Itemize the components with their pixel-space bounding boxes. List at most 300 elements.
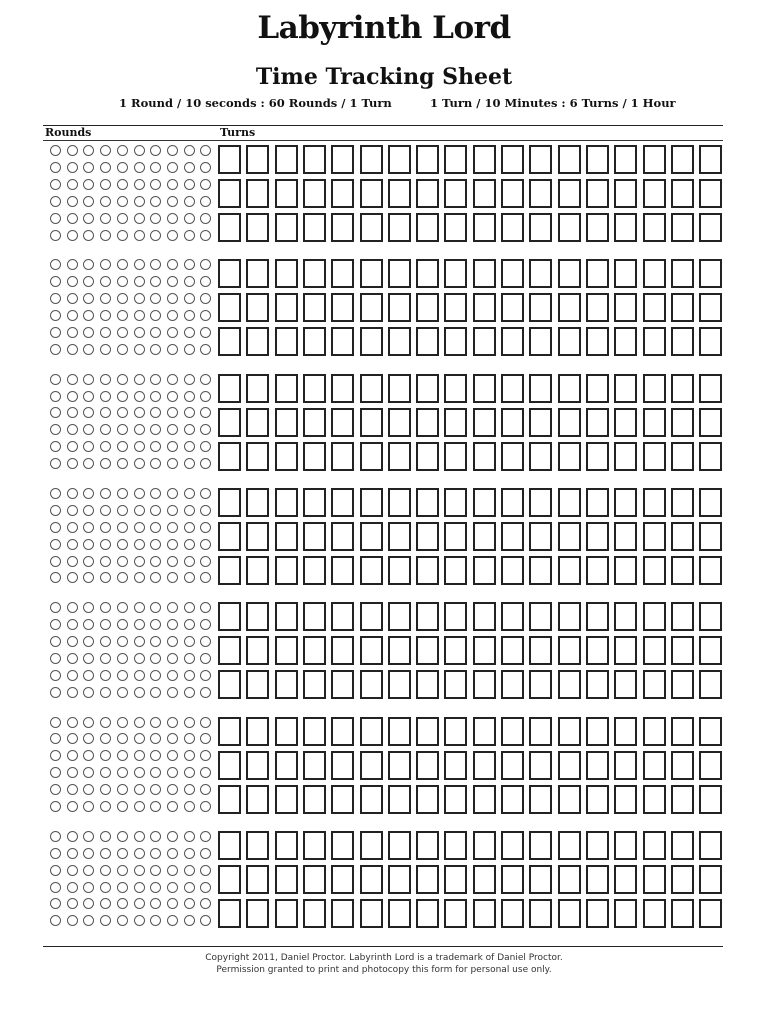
- turn-checkbox[interactable]: [501, 408, 524, 437]
- turn-checkbox[interactable]: [416, 179, 439, 208]
- round-checkbox[interactable]: [134, 344, 145, 355]
- turn-checkbox[interactable]: [246, 556, 269, 585]
- round-checkbox[interactable]: [167, 522, 178, 533]
- round-checkbox[interactable]: [67, 374, 78, 385]
- round-checkbox[interactable]: [167, 162, 178, 173]
- round-checkbox[interactable]: [50, 898, 61, 909]
- round-checkbox[interactable]: [100, 572, 111, 583]
- turn-checkbox[interactable]: [501, 179, 524, 208]
- round-checkbox[interactable]: [83, 733, 94, 744]
- round-checkbox[interactable]: [150, 488, 161, 499]
- round-checkbox[interactable]: [117, 767, 128, 778]
- round-checkbox[interactable]: [117, 636, 128, 647]
- round-checkbox[interactable]: [200, 276, 211, 287]
- round-checkbox[interactable]: [150, 848, 161, 859]
- round-checkbox[interactable]: [67, 784, 78, 795]
- round-checkbox[interactable]: [184, 276, 195, 287]
- turn-checkbox[interactable]: [671, 213, 694, 242]
- turn-checkbox[interactable]: [331, 488, 354, 517]
- round-checkbox[interactable]: [134, 374, 145, 385]
- turn-checkbox[interactable]: [275, 179, 298, 208]
- round-checkbox[interactable]: [83, 213, 94, 224]
- round-checkbox[interactable]: [200, 733, 211, 744]
- round-checkbox[interactable]: [150, 750, 161, 761]
- turn-checkbox[interactable]: [275, 831, 298, 860]
- round-checkbox[interactable]: [117, 230, 128, 241]
- round-checkbox[interactable]: [150, 539, 161, 550]
- round-checkbox[interactable]: [184, 670, 195, 681]
- turn-checkbox[interactable]: [331, 259, 354, 288]
- round-checkbox[interactable]: [167, 310, 178, 321]
- round-checkbox[interactable]: [50, 865, 61, 876]
- round-checkbox[interactable]: [167, 344, 178, 355]
- turn-checkbox[interactable]: [218, 374, 241, 403]
- round-checkbox[interactable]: [184, 458, 195, 469]
- turn-checkbox[interactable]: [501, 374, 524, 403]
- turn-checkbox[interactable]: [501, 636, 524, 665]
- round-checkbox[interactable]: [117, 784, 128, 795]
- turn-checkbox[interactable]: [444, 327, 467, 356]
- turn-checkbox[interactable]: [416, 636, 439, 665]
- turn-checkbox[interactable]: [699, 442, 722, 471]
- round-checkbox[interactable]: [83, 310, 94, 321]
- round-checkbox[interactable]: [150, 619, 161, 630]
- round-checkbox[interactable]: [117, 293, 128, 304]
- round-checkbox[interactable]: [134, 407, 145, 418]
- turn-checkbox[interactable]: [360, 179, 383, 208]
- turn-checkbox[interactable]: [416, 213, 439, 242]
- turn-checkbox[interactable]: [331, 374, 354, 403]
- turn-checkbox[interactable]: [416, 374, 439, 403]
- round-checkbox[interactable]: [117, 179, 128, 190]
- turn-checkbox[interactable]: [614, 602, 637, 631]
- round-checkbox[interactable]: [200, 407, 211, 418]
- round-checkbox[interactable]: [117, 572, 128, 583]
- round-checkbox[interactable]: [200, 670, 211, 681]
- round-checkbox[interactable]: [117, 848, 128, 859]
- turn-checkbox[interactable]: [614, 179, 637, 208]
- round-checkbox[interactable]: [117, 327, 128, 338]
- turn-checkbox[interactable]: [331, 408, 354, 437]
- turn-checkbox[interactable]: [388, 751, 411, 780]
- round-checkbox[interactable]: [83, 801, 94, 812]
- round-checkbox[interactable]: [67, 619, 78, 630]
- round-checkbox[interactable]: [67, 733, 78, 744]
- turn-checkbox[interactable]: [473, 865, 496, 894]
- round-checkbox[interactable]: [50, 801, 61, 812]
- turn-checkbox[interactable]: [360, 751, 383, 780]
- turn-checkbox[interactable]: [529, 442, 552, 471]
- round-checkbox[interactable]: [100, 801, 111, 812]
- round-checkbox[interactable]: [100, 145, 111, 156]
- turn-checkbox[interactable]: [614, 145, 637, 174]
- turn-checkbox[interactable]: [275, 865, 298, 894]
- turn-checkbox[interactable]: [331, 179, 354, 208]
- round-checkbox[interactable]: [167, 801, 178, 812]
- round-checkbox[interactable]: [184, 750, 195, 761]
- turn-checkbox[interactable]: [218, 213, 241, 242]
- round-checkbox[interactable]: [83, 145, 94, 156]
- turn-checkbox[interactable]: [275, 602, 298, 631]
- round-checkbox[interactable]: [200, 310, 211, 321]
- round-checkbox[interactable]: [50, 767, 61, 778]
- turn-checkbox[interactable]: [699, 865, 722, 894]
- turn-checkbox[interactable]: [303, 522, 326, 551]
- turn-checkbox[interactable]: [444, 785, 467, 814]
- round-checkbox[interactable]: [83, 556, 94, 567]
- turn-checkbox[interactable]: [303, 785, 326, 814]
- turn-checkbox[interactable]: [643, 442, 666, 471]
- turn-checkbox[interactable]: [303, 636, 326, 665]
- round-checkbox[interactable]: [50, 619, 61, 630]
- round-checkbox[interactable]: [100, 213, 111, 224]
- turn-checkbox[interactable]: [331, 145, 354, 174]
- turn-checkbox[interactable]: [218, 717, 241, 746]
- round-checkbox[interactable]: [184, 179, 195, 190]
- round-checkbox[interactable]: [200, 801, 211, 812]
- round-checkbox[interactable]: [117, 882, 128, 893]
- turn-checkbox[interactable]: [671, 145, 694, 174]
- round-checkbox[interactable]: [117, 522, 128, 533]
- turn-checkbox[interactable]: [473, 442, 496, 471]
- round-checkbox[interactable]: [150, 653, 161, 664]
- turn-checkbox[interactable]: [246, 374, 269, 403]
- round-checkbox[interactable]: [50, 424, 61, 435]
- round-checkbox[interactable]: [184, 327, 195, 338]
- round-checkbox[interactable]: [134, 488, 145, 499]
- turn-checkbox[interactable]: [473, 408, 496, 437]
- turn-checkbox[interactable]: [529, 145, 552, 174]
- turn-checkbox[interactable]: [444, 602, 467, 631]
- round-checkbox[interactable]: [67, 293, 78, 304]
- turn-checkbox[interactable]: [246, 899, 269, 928]
- turn-checkbox[interactable]: [275, 442, 298, 471]
- round-checkbox[interactable]: [200, 424, 211, 435]
- turn-checkbox[interactable]: [331, 213, 354, 242]
- turn-checkbox[interactable]: [558, 785, 581, 814]
- round-checkbox[interactable]: [117, 391, 128, 402]
- round-checkbox[interactable]: [200, 344, 211, 355]
- round-checkbox[interactable]: [100, 687, 111, 698]
- round-checkbox[interactable]: [167, 619, 178, 630]
- turn-checkbox[interactable]: [671, 636, 694, 665]
- round-checkbox[interactable]: [67, 602, 78, 613]
- round-checkbox[interactable]: [100, 391, 111, 402]
- turn-checkbox[interactable]: [416, 785, 439, 814]
- round-checkbox[interactable]: [167, 670, 178, 681]
- turn-checkbox[interactable]: [388, 293, 411, 322]
- round-checkbox[interactable]: [134, 522, 145, 533]
- turn-checkbox[interactable]: [275, 751, 298, 780]
- round-checkbox[interactable]: [167, 424, 178, 435]
- turn-checkbox[interactable]: [473, 213, 496, 242]
- round-checkbox[interactable]: [150, 602, 161, 613]
- round-checkbox[interactable]: [117, 162, 128, 173]
- turn-checkbox[interactable]: [586, 374, 609, 403]
- round-checkbox[interactable]: [117, 733, 128, 744]
- round-checkbox[interactable]: [134, 505, 145, 516]
- turn-checkbox[interactable]: [586, 899, 609, 928]
- round-checkbox[interactable]: [50, 310, 61, 321]
- round-checkbox[interactable]: [67, 572, 78, 583]
- turn-checkbox[interactable]: [218, 865, 241, 894]
- turn-checkbox[interactable]: [360, 785, 383, 814]
- turn-checkbox[interactable]: [388, 442, 411, 471]
- round-checkbox[interactable]: [100, 424, 111, 435]
- round-checkbox[interactable]: [100, 750, 111, 761]
- turn-checkbox[interactable]: [331, 717, 354, 746]
- turn-checkbox[interactable]: [246, 145, 269, 174]
- round-checkbox[interactable]: [100, 230, 111, 241]
- round-checkbox[interactable]: [184, 556, 195, 567]
- turn-checkbox[interactable]: [501, 865, 524, 894]
- turn-checkbox[interactable]: [643, 488, 666, 517]
- round-checkbox[interactable]: [167, 653, 178, 664]
- turn-checkbox[interactable]: [699, 293, 722, 322]
- round-checkbox[interactable]: [67, 213, 78, 224]
- turn-checkbox[interactable]: [388, 556, 411, 585]
- turn-checkbox[interactable]: [558, 259, 581, 288]
- round-checkbox[interactable]: [100, 344, 111, 355]
- round-checkbox[interactable]: [200, 539, 211, 550]
- turn-checkbox[interactable]: [444, 556, 467, 585]
- round-checkbox[interactable]: [200, 619, 211, 630]
- round-checkbox[interactable]: [83, 196, 94, 207]
- turn-checkbox[interactable]: [501, 831, 524, 860]
- round-checkbox[interactable]: [200, 213, 211, 224]
- round-checkbox[interactable]: [50, 441, 61, 452]
- turn-checkbox[interactable]: [614, 522, 637, 551]
- turn-checkbox[interactable]: [360, 831, 383, 860]
- round-checkbox[interactable]: [200, 572, 211, 583]
- turn-checkbox[interactable]: [614, 259, 637, 288]
- turn-checkbox[interactable]: [473, 293, 496, 322]
- round-checkbox[interactable]: [200, 327, 211, 338]
- round-checkbox[interactable]: [184, 196, 195, 207]
- turn-checkbox[interactable]: [360, 717, 383, 746]
- round-checkbox[interactable]: [67, 539, 78, 550]
- round-checkbox[interactable]: [83, 424, 94, 435]
- round-checkbox[interactable]: [83, 522, 94, 533]
- turn-checkbox[interactable]: [331, 636, 354, 665]
- round-checkbox[interactable]: [67, 327, 78, 338]
- round-checkbox[interactable]: [117, 213, 128, 224]
- turn-checkbox[interactable]: [529, 259, 552, 288]
- turn-checkbox[interactable]: [218, 556, 241, 585]
- round-checkbox[interactable]: [50, 145, 61, 156]
- round-checkbox[interactable]: [67, 441, 78, 452]
- round-checkbox[interactable]: [117, 344, 128, 355]
- turn-checkbox[interactable]: [416, 442, 439, 471]
- round-checkbox[interactable]: [134, 310, 145, 321]
- round-checkbox[interactable]: [150, 801, 161, 812]
- round-checkbox[interactable]: [83, 750, 94, 761]
- turn-checkbox[interactable]: [473, 831, 496, 860]
- turn-checkbox[interactable]: [246, 785, 269, 814]
- turn-checkbox[interactable]: [586, 327, 609, 356]
- turn-checkbox[interactable]: [246, 670, 269, 699]
- turn-checkbox[interactable]: [699, 785, 722, 814]
- turn-checkbox[interactable]: [473, 522, 496, 551]
- round-checkbox[interactable]: [50, 327, 61, 338]
- turn-checkbox[interactable]: [444, 213, 467, 242]
- round-checkbox[interactable]: [167, 441, 178, 452]
- turn-checkbox[interactable]: [360, 602, 383, 631]
- turn-checkbox[interactable]: [303, 374, 326, 403]
- round-checkbox[interactable]: [83, 687, 94, 698]
- turn-checkbox[interactable]: [360, 556, 383, 585]
- turn-checkbox[interactable]: [218, 522, 241, 551]
- turn-checkbox[interactable]: [360, 327, 383, 356]
- round-checkbox[interactable]: [50, 717, 61, 728]
- turn-checkbox[interactable]: [444, 831, 467, 860]
- round-checkbox[interactable]: [167, 733, 178, 744]
- turn-checkbox[interactable]: [416, 145, 439, 174]
- round-checkbox[interactable]: [83, 848, 94, 859]
- round-checkbox[interactable]: [100, 196, 111, 207]
- round-checkbox[interactable]: [50, 831, 61, 842]
- turn-checkbox[interactable]: [275, 327, 298, 356]
- round-checkbox[interactable]: [117, 276, 128, 287]
- turn-checkbox[interactable]: [586, 865, 609, 894]
- turn-checkbox[interactable]: [388, 717, 411, 746]
- turn-checkbox[interactable]: [501, 785, 524, 814]
- turn-checkbox[interactable]: [643, 327, 666, 356]
- turn-checkbox[interactable]: [444, 442, 467, 471]
- round-checkbox[interactable]: [83, 653, 94, 664]
- round-checkbox[interactable]: [134, 687, 145, 698]
- turn-checkbox[interactable]: [444, 374, 467, 403]
- round-checkbox[interactable]: [100, 458, 111, 469]
- round-checkbox[interactable]: [100, 767, 111, 778]
- turn-checkbox[interactable]: [360, 670, 383, 699]
- turn-checkbox[interactable]: [388, 374, 411, 403]
- turn-checkbox[interactable]: [416, 670, 439, 699]
- round-checkbox[interactable]: [184, 505, 195, 516]
- turn-checkbox[interactable]: [586, 408, 609, 437]
- round-checkbox[interactable]: [134, 293, 145, 304]
- round-checkbox[interactable]: [117, 145, 128, 156]
- turn-checkbox[interactable]: [501, 670, 524, 699]
- turn-checkbox[interactable]: [699, 522, 722, 551]
- round-checkbox[interactable]: [184, 310, 195, 321]
- round-checkbox[interactable]: [67, 653, 78, 664]
- round-checkbox[interactable]: [150, 670, 161, 681]
- round-checkbox[interactable]: [200, 179, 211, 190]
- round-checkbox[interactable]: [200, 162, 211, 173]
- round-checkbox[interactable]: [83, 767, 94, 778]
- round-checkbox[interactable]: [167, 784, 178, 795]
- turn-checkbox[interactable]: [501, 488, 524, 517]
- round-checkbox[interactable]: [150, 556, 161, 567]
- round-checkbox[interactable]: [167, 259, 178, 270]
- turn-checkbox[interactable]: [671, 899, 694, 928]
- turn-checkbox[interactable]: [416, 717, 439, 746]
- round-checkbox[interactable]: [50, 407, 61, 418]
- round-checkbox[interactable]: [200, 259, 211, 270]
- round-checkbox[interactable]: [117, 898, 128, 909]
- turn-checkbox[interactable]: [275, 670, 298, 699]
- round-checkbox[interactable]: [184, 344, 195, 355]
- turn-checkbox[interactable]: [246, 442, 269, 471]
- round-checkbox[interactable]: [67, 259, 78, 270]
- turn-checkbox[interactable]: [360, 408, 383, 437]
- round-checkbox[interactable]: [134, 767, 145, 778]
- round-checkbox[interactable]: [150, 733, 161, 744]
- round-checkbox[interactable]: [184, 441, 195, 452]
- turn-checkbox[interactable]: [529, 327, 552, 356]
- round-checkbox[interactable]: [117, 196, 128, 207]
- round-checkbox[interactable]: [100, 636, 111, 647]
- round-checkbox[interactable]: [83, 344, 94, 355]
- round-checkbox[interactable]: [50, 784, 61, 795]
- turn-checkbox[interactable]: [246, 259, 269, 288]
- round-checkbox[interactable]: [184, 424, 195, 435]
- turn-checkbox[interactable]: [671, 179, 694, 208]
- round-checkbox[interactable]: [150, 259, 161, 270]
- turn-checkbox[interactable]: [360, 145, 383, 174]
- turn-checkbox[interactable]: [501, 442, 524, 471]
- turn-checkbox[interactable]: [331, 785, 354, 814]
- round-checkbox[interactable]: [200, 915, 211, 926]
- round-checkbox[interactable]: [200, 898, 211, 909]
- turn-checkbox[interactable]: [614, 717, 637, 746]
- turn-checkbox[interactable]: [671, 602, 694, 631]
- round-checkbox[interactable]: [117, 670, 128, 681]
- round-checkbox[interactable]: [100, 784, 111, 795]
- turn-checkbox[interactable]: [303, 293, 326, 322]
- turn-checkbox[interactable]: [275, 213, 298, 242]
- round-checkbox[interactable]: [83, 717, 94, 728]
- turn-checkbox[interactable]: [331, 522, 354, 551]
- turn-checkbox[interactable]: [614, 327, 637, 356]
- round-checkbox[interactable]: [150, 441, 161, 452]
- round-checkbox[interactable]: [100, 374, 111, 385]
- round-checkbox[interactable]: [150, 276, 161, 287]
- round-checkbox[interactable]: [117, 310, 128, 321]
- round-checkbox[interactable]: [117, 458, 128, 469]
- turn-checkbox[interactable]: [416, 831, 439, 860]
- round-checkbox[interactable]: [67, 424, 78, 435]
- turn-checkbox[interactable]: [218, 602, 241, 631]
- round-checkbox[interactable]: [67, 767, 78, 778]
- turn-checkbox[interactable]: [360, 374, 383, 403]
- turn-checkbox[interactable]: [246, 213, 269, 242]
- round-checkbox[interactable]: [50, 458, 61, 469]
- round-checkbox[interactable]: [83, 293, 94, 304]
- round-checkbox[interactable]: [100, 179, 111, 190]
- turn-checkbox[interactable]: [699, 899, 722, 928]
- turn-checkbox[interactable]: [218, 259, 241, 288]
- round-checkbox[interactable]: [83, 179, 94, 190]
- turn-checkbox[interactable]: [614, 293, 637, 322]
- round-checkbox[interactable]: [150, 522, 161, 533]
- turn-checkbox[interactable]: [643, 522, 666, 551]
- turn-checkbox[interactable]: [501, 751, 524, 780]
- round-checkbox[interactable]: [83, 670, 94, 681]
- round-checkbox[interactable]: [83, 572, 94, 583]
- round-checkbox[interactable]: [150, 407, 161, 418]
- round-checkbox[interactable]: [184, 213, 195, 224]
- turn-checkbox[interactable]: [444, 408, 467, 437]
- turn-checkbox[interactable]: [699, 831, 722, 860]
- round-checkbox[interactable]: [67, 898, 78, 909]
- turn-checkbox[interactable]: [218, 293, 241, 322]
- turn-checkbox[interactable]: [643, 751, 666, 780]
- turn-checkbox[interactable]: [643, 636, 666, 665]
- round-checkbox[interactable]: [100, 865, 111, 876]
- turn-checkbox[interactable]: [529, 556, 552, 585]
